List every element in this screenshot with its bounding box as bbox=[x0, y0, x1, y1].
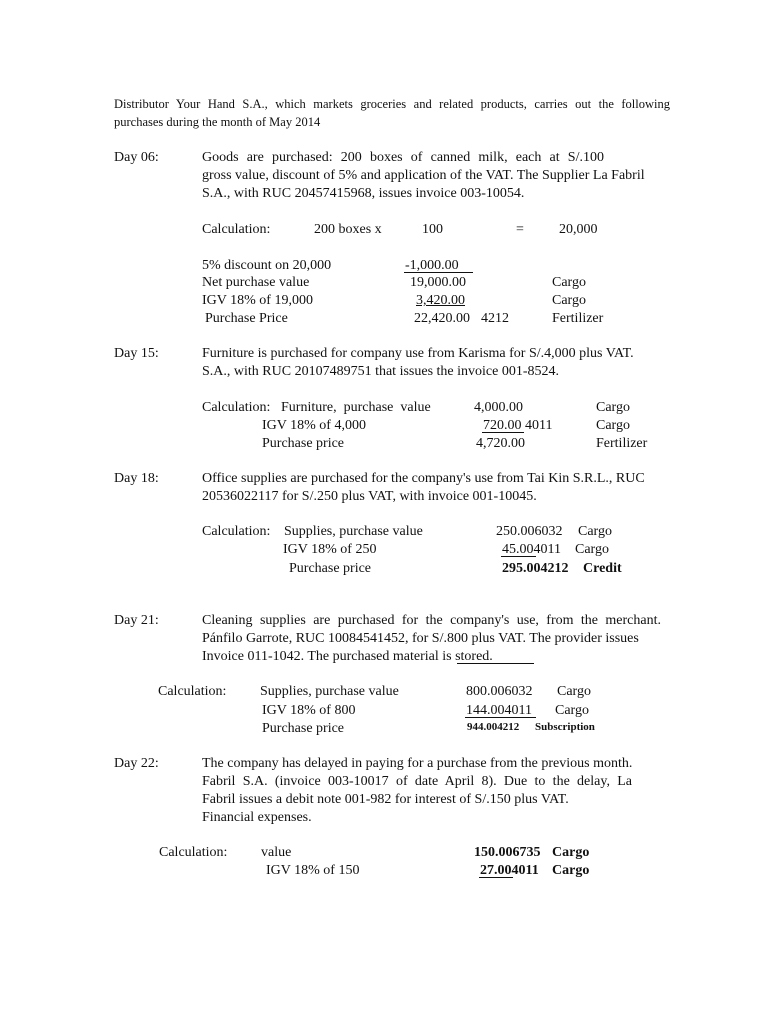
day18-row-label: Purchase price bbox=[289, 561, 372, 576]
day21-row-label: IGV 18% of 800 bbox=[262, 703, 356, 718]
day22-desc-line-1: The company has delayed in paying for a purchase from the previous month. bbox=[202, 756, 633, 771]
day22-row-amount: 27.004011 bbox=[480, 863, 539, 878]
day15-row-amount: 4,000.00 bbox=[474, 400, 523, 415]
day22-desc-line-4: Financial expenses. bbox=[202, 810, 312, 825]
day18-row-label: Supplies, purchase value bbox=[284, 524, 423, 539]
day22-desc-line-2: Fabril S.A. (invoice 003-10017 of date April 8). Due to the delay, La bbox=[202, 774, 632, 789]
day06-desc-line-3: S.A., with RUC 20457415968, issues invoice 003-10054. bbox=[202, 186, 525, 201]
day15-desc-line-1: Furniture is purchased for company use from Karisma for S/.4,000 plus VAT. bbox=[202, 346, 634, 361]
day21-row-label: Supplies, purchase value bbox=[260, 684, 399, 699]
day22-igv-underline bbox=[479, 877, 513, 878]
day15-label: Day 15: bbox=[114, 346, 159, 361]
day06-row-type: Cargo bbox=[552, 275, 586, 290]
day06-row-label: Net purchase value bbox=[202, 275, 310, 290]
day21-row-amount: 800.006032 bbox=[466, 684, 533, 699]
day06-calc-label: Calculation: bbox=[202, 222, 271, 237]
day21-label: Day 21: bbox=[114, 613, 159, 628]
day15-row-amount: 4,720.00 bbox=[476, 436, 525, 451]
day15-row-label: Furniture, purchase value bbox=[281, 400, 431, 415]
day15-desc-line-2: S.A., with RUC 20107489751 that issues the invoice 001-8524. bbox=[202, 364, 559, 379]
day18-row-amount: 45.004011 bbox=[502, 542, 561, 557]
day21-row-amount: 144.004011 bbox=[466, 703, 532, 718]
day22-row-amount: 150.006735 bbox=[474, 845, 541, 860]
day06-label: Day 06: bbox=[114, 150, 159, 165]
day06-row-account: 4212 bbox=[481, 311, 509, 326]
day06-row-type: Cargo bbox=[552, 293, 586, 308]
day21-row-amount: 944.004212 bbox=[467, 721, 520, 733]
day06-row-amount: 19,000.00 bbox=[410, 275, 466, 290]
day22-calc-label: Calculation: bbox=[159, 845, 228, 860]
day15-row-type: Fertilizer bbox=[596, 436, 648, 451]
day06-calc-unit: 100 bbox=[422, 222, 443, 237]
day15-row-type: Cargo bbox=[596, 418, 630, 433]
day21-desc-line-2: Pánfilo Garrote, RUC 10084541452, for S/.800 plus VAT. The provider issues bbox=[202, 631, 639, 646]
day06-discount-underline bbox=[404, 272, 473, 273]
day06-row-label: 5% discount on 20,000 bbox=[202, 258, 332, 273]
day18-calc-label: Calculation: bbox=[202, 524, 271, 539]
day18-row-type: Cargo bbox=[575, 542, 609, 557]
day15-calc-label: Calculation: bbox=[202, 400, 271, 415]
day22-row-label: IGV 18% of 150 bbox=[266, 863, 360, 878]
day21-row-type: Cargo bbox=[555, 703, 589, 718]
day18-igv-underline bbox=[501, 556, 536, 557]
day06-calc-qty: 200 boxes x bbox=[314, 222, 382, 237]
day18-row-amount: 295.004212 bbox=[502, 561, 569, 576]
day06-calc-equals: = bbox=[516, 222, 524, 237]
day15-row-amount: 720.00 4011 bbox=[483, 418, 553, 433]
day21-calc-label: Calculation: bbox=[158, 684, 227, 699]
day18-row-type: Cargo bbox=[578, 524, 612, 539]
day06-row-amount: 22,420.00 bbox=[414, 311, 470, 326]
day21-desc-line-1: Cleaning supplies are purchased for the company's use, from the merchant. bbox=[202, 613, 661, 628]
day22-label: Day 22: bbox=[114, 756, 159, 771]
day21-row-type: Cargo bbox=[557, 684, 591, 699]
day06-row-type: Fertilizer bbox=[552, 311, 604, 326]
day15-igv-underline bbox=[482, 432, 524, 433]
day06-desc-line-2: gross value, discount of 5% and application of the VAT. The Supplier La Fabril bbox=[202, 168, 645, 183]
day15-row-label: IGV 18% of 4,000 bbox=[262, 418, 366, 433]
day06-row-amount: -1,000.00 bbox=[405, 258, 459, 273]
day15-row-type: Cargo bbox=[596, 400, 630, 415]
day18-label: Day 18: bbox=[114, 471, 159, 486]
day18-row-label: IGV 18% of 250 bbox=[283, 542, 377, 557]
day06-row-amount: 3,420.00 bbox=[416, 293, 465, 308]
day18-row-amount: 250.006032 bbox=[496, 524, 563, 539]
day21-stored-underline bbox=[457, 663, 534, 664]
day22-row-label: value bbox=[261, 845, 292, 860]
day06-row-label: IGV 18% of 19,000 bbox=[202, 293, 313, 308]
day06-row-label: Purchase Price bbox=[205, 311, 288, 326]
day22-row-type: Cargo bbox=[552, 845, 590, 860]
day21-desc-line-3: Invoice 011-1042. The purchased material is stored. bbox=[202, 649, 493, 664]
day06-desc-line-1: Goods are purchased: 200 boxes of canned milk, each at S/.100 bbox=[202, 150, 604, 165]
day06-calc-total: 20,000 bbox=[559, 222, 598, 237]
day18-desc-line-2: 20536022117 for S/.250 plus VAT, with invoice 001-10045. bbox=[202, 489, 537, 504]
intro-line-1: Distributor Your Hand S.A., which markets groceries and related products, carries out the following bbox=[114, 97, 670, 111]
intro-line-2: purchases during the month of May 2014 bbox=[114, 115, 321, 129]
day22-row-type: Cargo bbox=[552, 863, 590, 878]
day21-row-label: Purchase price bbox=[262, 721, 345, 736]
day22-desc-line-3: Fabril issues a debit note 001-982 for interest of S/.150 plus VAT. bbox=[202, 792, 569, 807]
day18-row-type: Credit bbox=[583, 561, 622, 576]
day21-row-type: Subscription bbox=[535, 721, 595, 733]
day15-row-label: Purchase price bbox=[262, 436, 345, 451]
day18-desc-line-1: Office supplies are purchased for the company's use from Tai Kin S.R.L., RUC bbox=[202, 471, 645, 486]
